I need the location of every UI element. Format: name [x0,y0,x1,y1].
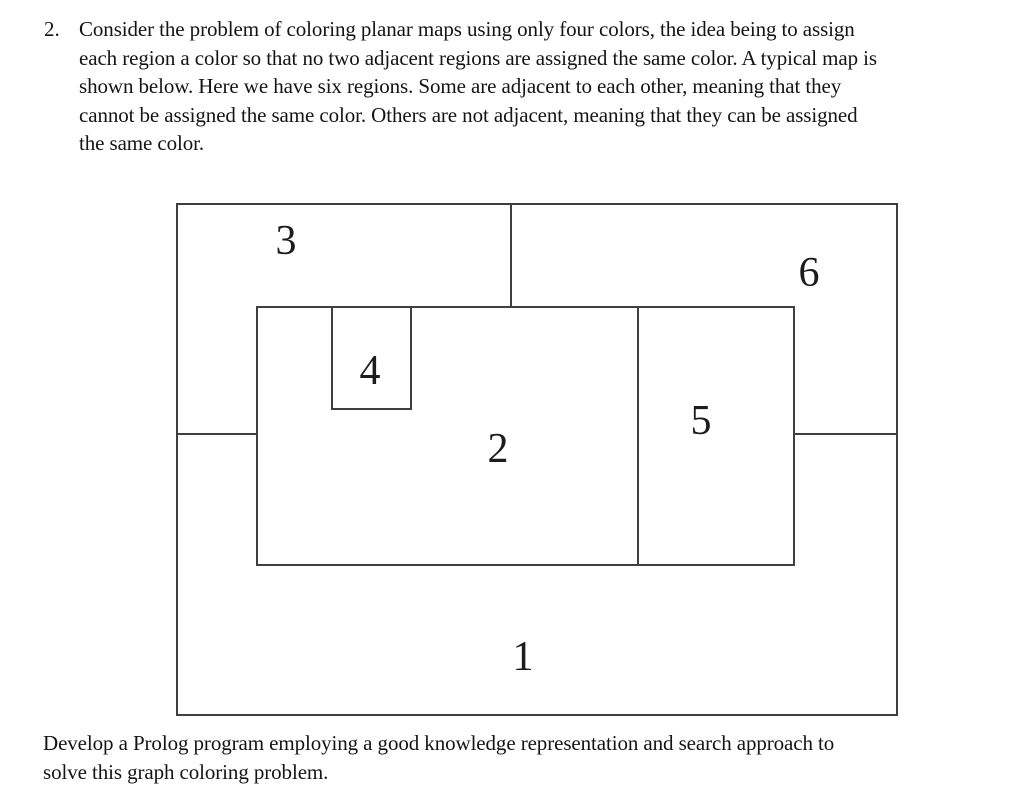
divider-region3-region6 [510,205,512,308]
divider-region2-region5 [637,308,639,564]
problem-text-line: the same color. [79,131,205,155]
divider-region6-region1 [793,433,896,435]
region-label-6: 6 [798,250,820,296]
task-instruction-line: solve this graph coloring problem. [43,759,329,784]
problem-number: 2. [44,17,60,41]
region-label-5: 5 [690,398,712,444]
problem-text [79,15,994,158]
task-instruction-line: Develop a Prolog program employing a good knowledge representation and search approach to [43,731,835,755]
region-label-1: 1 [512,634,534,680]
region-label-4: 4 [359,348,381,394]
map-diagram [176,203,898,716]
problem-text-line: shown below. Here we have six regions. Some are adjacent to each other, meaning that they [79,74,842,98]
problem-text-line: cannot be assigned the same color. Others are not adjacent, meaning that they can be assigned [79,102,858,127]
problem-text-line: each region a color so that no two adjacent regions are assigned the same color. A typical map is [79,45,877,70]
problem-text-line: Consider the problem of coloring planar maps using only four colors, the idea being to assign [79,17,855,41]
region-label-2: 2 [487,426,509,472]
region-label-3: 3 [275,218,297,264]
problem-statement [44,15,994,158]
divider-region3-region1 [178,433,256,435]
task-instruction [43,729,1003,786]
